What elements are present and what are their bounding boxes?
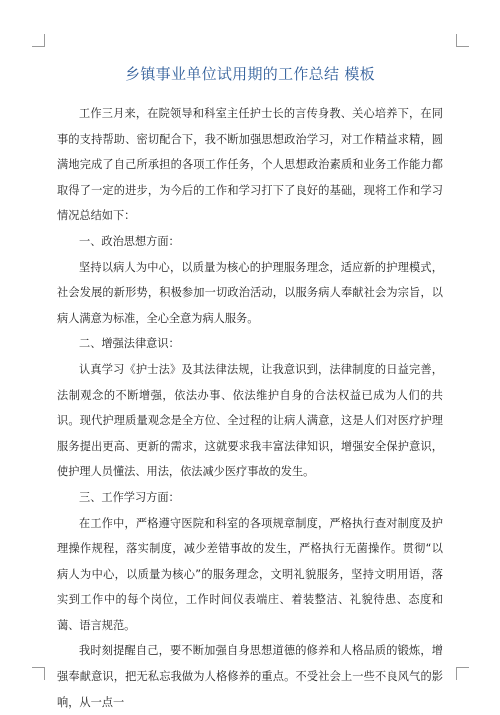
- crop-mark-bottom-left: [32, 667, 45, 680]
- section-heading-legal: 二、增强法律意识：: [79, 337, 180, 351]
- paragraph-legal: 认真学习《护士法》及其法律法规，让我意识到，法律制度的日益完善，法制观念的不断增强，依法办事、依法维护自身的合法权益已成为人们的共识。现代护理质量观念是全方位、全过程的让病人满意，这是人们对医疗护理服务提出更高、更新的需求，这就要求我丰富法律知识，增强安全保护意识，使护理人员懂法、用法，依法减少医疗事故的发生。: [57, 362, 443, 479]
- paragraph-work-study: 在工作中，严格遵守医院和科室的各项规章制度，严格执行查对制度及护理操作规程，落实制度，减少差错事故的发生，严格执行无菌操作。贯彻“以病人为中心，以质量为核心”的服务理念，文明礼貌服务，坚持文明用语，落实到工作中的每个岗位，工作时间仪表端庄、着装整洁、礼貌待患、态度和蔼、语言规范。: [57, 516, 443, 632]
- crop-mark-bottom-right: [456, 667, 469, 680]
- paragraph-political: 坚持以病人为中心，以质量为核心的护理服务理念，适应新的护理模式，社会发展的新形势，积极参加一切政治活动，以服务病人奉献社会为宗旨，以病人满意为标准，全心全意为病人服务。: [57, 260, 443, 325]
- section-heading-political: 一、政治思想方面：: [79, 234, 180, 248]
- document-title: 乡镇事业单位试用期的工作总结 模板: [125, 65, 375, 83]
- section-heading-work-study: 三、工作学习方面：: [79, 490, 180, 504]
- crop-mark-top-left: [32, 34, 45, 47]
- paragraph-intro: 工作三月来，在院领导和科室主任护士长的言传身教、关心培养下，在同事的支持帮助、密切配合下，我不断加强思想政治学习，对工作精益求精，圆满地完成了自己所承担的各项工作任务，个人思想政治素质和业务工作能力都取得了一定的进步，为今后的工作和学习打下了良好的基础，现将工作和学习情况总结如下：: [57, 107, 443, 223]
- paragraph-self-cultivation: 我时刻提醒自己，要不断加强自身思想道德的修养和人格品质的锻炼，增强奉献意识，把无私忘我做为人格修养的重点。不受社会上一些不良风气的影响，从一点一: [57, 644, 443, 709]
- crop-mark-top-right: [456, 34, 469, 47]
- document-body: [57, 101, 443, 715]
